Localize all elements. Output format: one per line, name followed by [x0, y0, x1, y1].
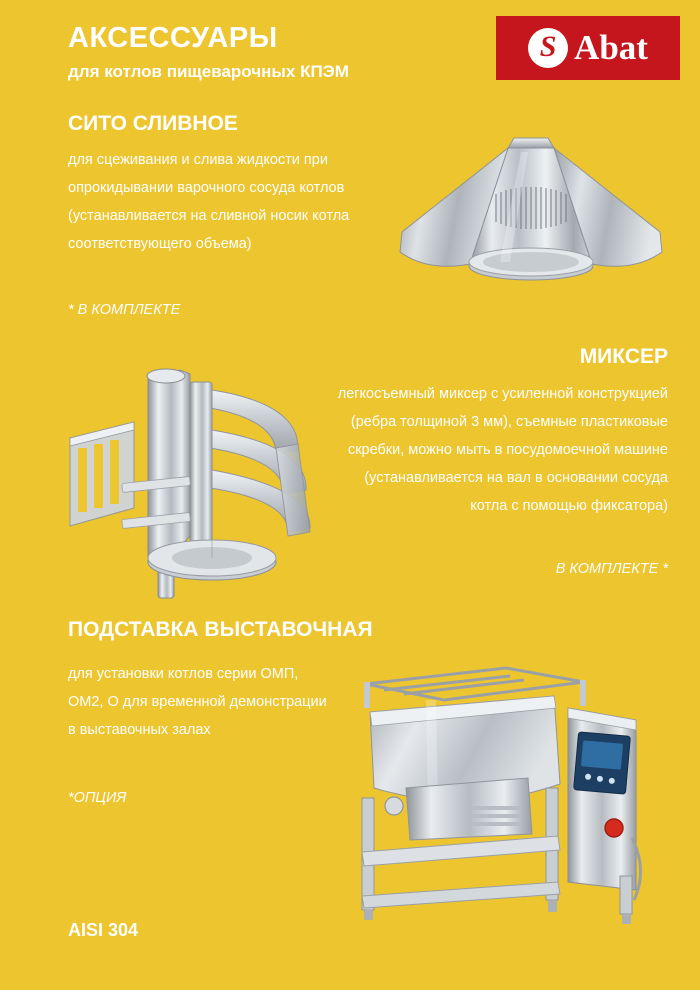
section-body-sieve: для сцеживания и слива жидкости при опрокидывании варочного сосуда котлов (устанавливается на сливной носик котла соответствующего объема): [68, 152, 350, 252]
section-title-mixer: МИКСЕР: [579, 345, 668, 368]
drain-sieve-photo: [378, 112, 668, 307]
section-note-mixer: В КОМПЛЕКТЕ *: [555, 561, 668, 577]
section-note-sieve: * В КОМПЛЕКТЕ: [68, 302, 181, 318]
section-body-stand: для установки котлов серии ОМП, ОМ2, О для временной демонстрации в выставочных залах: [68, 666, 327, 738]
logo-wordmark: Abat: [574, 28, 648, 67]
page-title: АКСЕССУАРЫ: [68, 22, 278, 54]
display-stand-photo: [318, 638, 678, 933]
page-subtitle: для котлов пищеварочных КПЭМ: [68, 62, 349, 81]
logo-inner: [528, 28, 648, 68]
logo-mark-letter: S: [539, 30, 557, 63]
section-body-mixer: легкосъемный миксер с усиленной конструкцией (ребра толщиной 3 мм), съемные пластиковые скребки, можно мыть в посудомоечной машине (устанавливается на вал в основании сосуда котла с помощью фиксатора): [337, 386, 668, 514]
logo-swirl-icon: [528, 28, 568, 68]
brand-logo: [496, 16, 680, 80]
material-label: AISI 304: [68, 920, 139, 940]
section-title-sieve: СИТО СЛИВНОЕ: [68, 112, 238, 135]
section-title-stand: ПОДСТАВКА ВЫСТАВОЧНАЯ: [68, 618, 373, 641]
section-note-stand: *ОПЦИЯ: [68, 790, 127, 806]
mixer-photo: [62, 330, 342, 605]
page-header: [0, 0, 700, 100]
